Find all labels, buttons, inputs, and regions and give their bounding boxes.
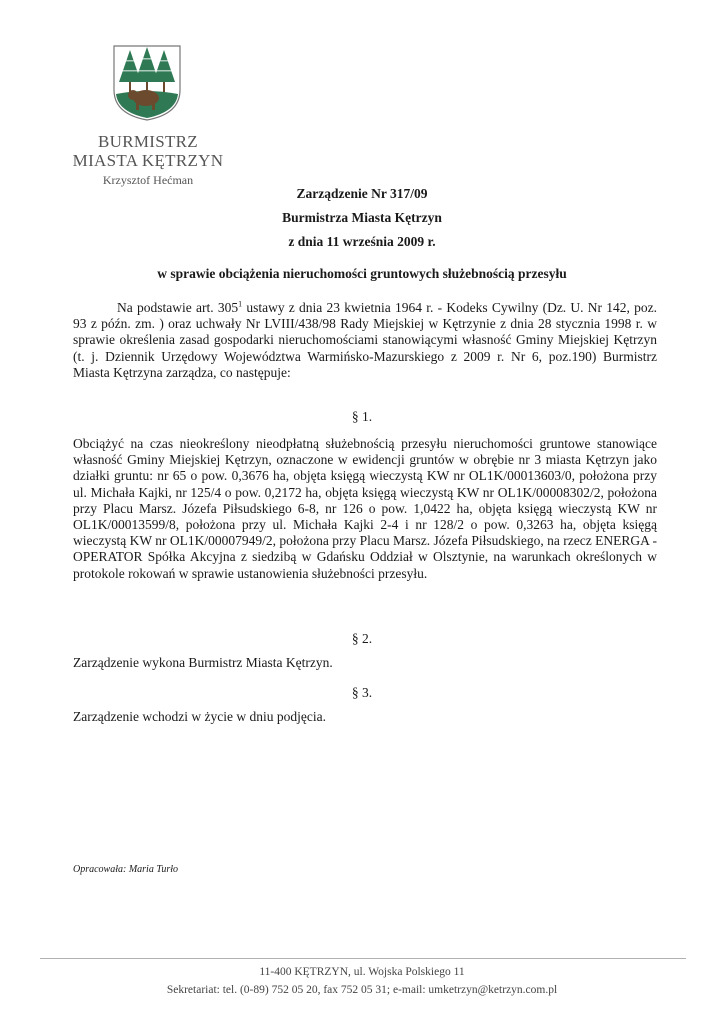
header-title-city: MIASTA KĘTRZYN — [72, 151, 224, 170]
section-2-text: Zarządzenie wykona Burmistrz Miasta Kętrzyn. — [73, 655, 333, 670]
footer-address: 11-400 KĘTRZYN, ul. Wojska Polskiego 11 — [259, 966, 465, 978]
document-issuer: Burmistrza Miasta Kętrzyn — [282, 210, 442, 225]
preamble-paragraph: Na podstawie art. $305^1$ ustawy z dnia 23 kwietnia 1964 r. - Kodeks Cywilny (Dz. U. Nr 142, poz. 93 z późn. zm. ) oraz uchwały Nr LVIII/438/98 Rady Miejskiej w Kętrzynie z dnia 28 stycznia 1998 r. w sprawie określenia zasad gospodarki nieruchomościami stanowiącymi własność Gminy Miejskiej Kętrzyn (t. j. Dziennik Urzędowy Województwa Warmińsko-Mazurskiego z 2009 r. Nr 6, poz.190) Burmistrz Miasta Kętrzyna zarządza, co następuje: — [73, 299, 658, 380]
section-1-label: § 1. — [351, 409, 373, 424]
document-date: z dnia 11 września 2009 r. — [288, 234, 436, 249]
footer-divider — [40, 958, 686, 959]
city-crest-logo — [112, 44, 182, 122]
prepared-by-note: Opracowała: Maria Turło — [73, 864, 179, 875]
header-title-burmistrz: BURMISTRZ — [98, 132, 198, 151]
section-3-label: § 3. — [351, 685, 373, 700]
section-1-text: Obciążyć na czas nieokreślony nieodpłatną służebnością przesyłu nieruchomości gruntowe stanowiące własność Gminy Miejskiej Kętrzyn, oznaczone w ewidencji gruntów w obrębie nr 3 miasta Kętrzyn jako działki gruntu: nr 65 o pow. 0,3676 ha, objęta księgą wieczystą KW nr OL1K/00013603/0, położona przy ul. Michała Kajki, nr 125/4 o pow. 0,2172 ha, objęta księgą wieczystą KW nr OL1K/00008302/2, położona przy Placu Marsz. Józefa Piłsudskiego 6-8, nr 126 o pow. 1,0422 ha, objęta księgą wieczystą KW nr OL1K/00013599/8, położona przy ul. Michała Kajki 2-4 i nr 128/2 o pow. 0,3263 ha, objęta księgą wieczystą KW nr OL1K/00007949/2, położona przy Placu Marsz. Józefa Piłsudskiego, na rzecz ENERGA - OPERATOR Spółka Akcyjna z siedzibą w Gdańsku Oddział w Olsztynie, na warunkach określonych w protokole rokowań w sprawie ustanowienia służebności przesyłu. — [73, 436, 657, 581]
section-2-label: § 2. — [351, 631, 373, 646]
document-subject: w sprawie obciążenia nieruchomości gruntowych służebnością przesyłu — [157, 266, 567, 281]
document-number: Zarządzenie Nr 317/09 — [296, 186, 428, 201]
header-mayor-name: Krzysztof Hećman — [102, 173, 194, 187]
footer-contact: Sekretariat: tel. (0-89) 752 05 20, fax 752 05 31; e-mail: umketrzyn@ketrzyn.com.pl — [166, 984, 558, 996]
section-3-text: Zarządzenie wchodzi w życie w dniu podjęcia. — [73, 709, 327, 724]
